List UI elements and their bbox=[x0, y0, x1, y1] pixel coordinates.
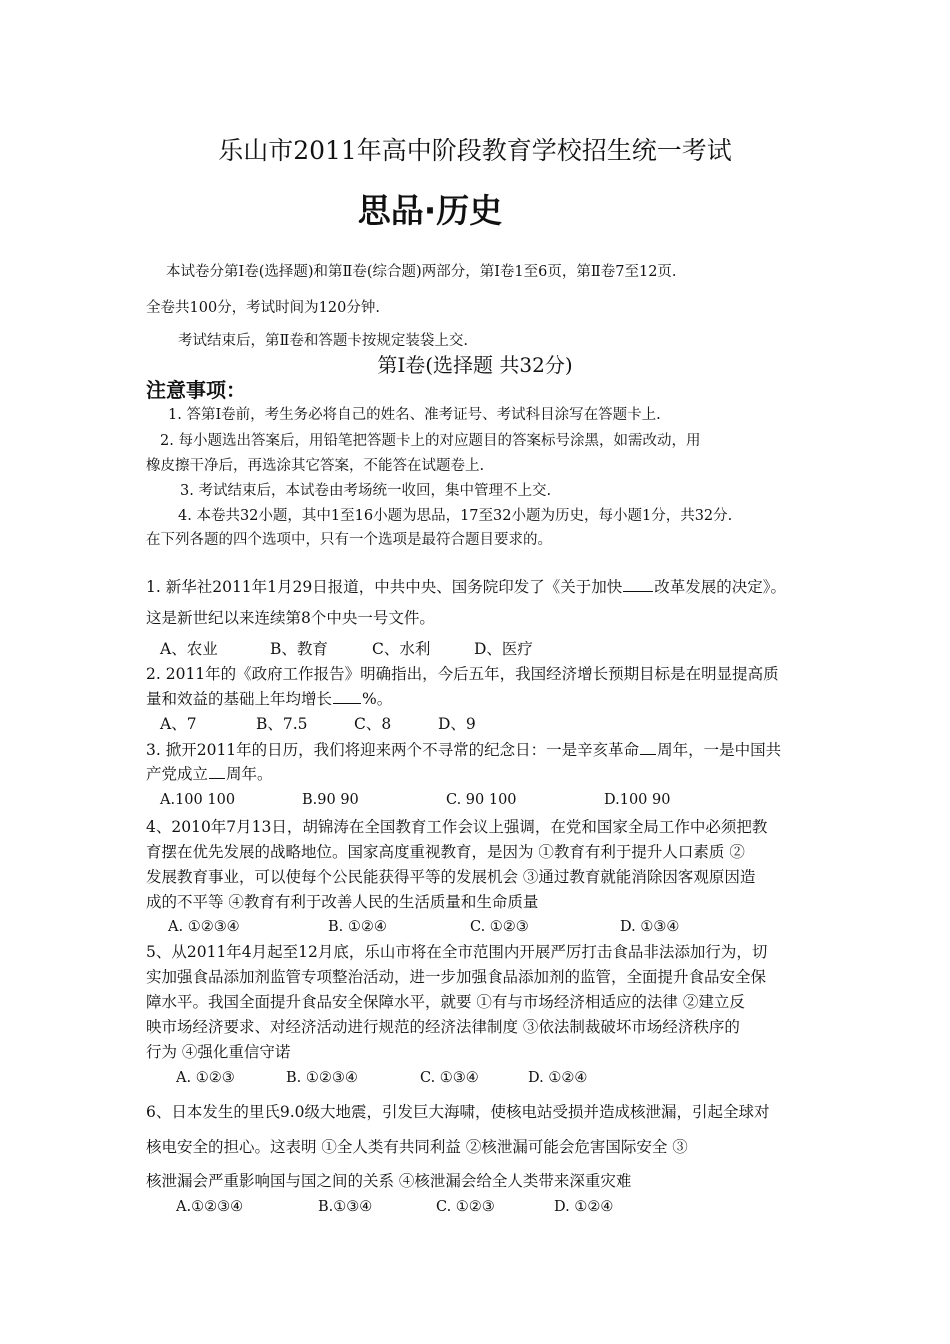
q3-stem-line-1 bbox=[146, 740, 781, 760]
q3-stem-line-2 bbox=[146, 764, 273, 784]
q2-option-b: B、7.5 bbox=[256, 715, 308, 733]
q1-stem-line-1 bbox=[146, 577, 786, 597]
q2-option-d: D、9 bbox=[438, 715, 476, 733]
q4-option-d: D. ①③④ bbox=[620, 919, 680, 935]
subject-title: 思品·历史 bbox=[357, 191, 503, 230]
q6-stem-line-1: 6、日本发生的里氏9.0级大地震，引发巨大海啸，使核电站受损并造成核泄漏，引起全球对 bbox=[146, 1103, 770, 1121]
q4-stem-line-1: 4、2010年7月13日，胡锦涛在全国教育工作会议上强调，在党和国家全局工作中必须把教 bbox=[146, 818, 768, 836]
notice-item-2a: 2. 每小题选出答案后，用铅笔把答题卡上的对应题目的答案标号涂黑，如需改动，用 bbox=[160, 433, 701, 449]
q3-stem-part-c: 产党成立 bbox=[146, 765, 209, 783]
q5-stem-line-1: 5、从2011年4月起至12月底，乐山市将在全市范围内开展严厉打击食品非法添加行为，切 bbox=[146, 943, 768, 961]
q5-stem-line-4: 映市场经济要求、对经济活动进行规范的经济法律制度 ③依法制裁破坏市场经济秩序的 bbox=[146, 1018, 740, 1036]
q4-option-a: A. ①②③④ bbox=[168, 919, 240, 935]
q1-option-d: D、医疗 bbox=[474, 640, 533, 658]
notice-item-4a: 4. 本卷共32小题，其中1至16小题为思品，17至32小题为历史，每小题1分，共32分. bbox=[178, 508, 733, 524]
q3-option-b: B.90 90 bbox=[302, 792, 359, 808]
q3-stem-part-a: 3. 掀开2011年的日历，我们将迎来两个不寻常的纪念日：一是辛亥革命 bbox=[146, 741, 640, 759]
q1-option-b: B、教育 bbox=[270, 640, 328, 658]
q4-option-b: B. ①②④ bbox=[328, 919, 387, 935]
q1-option-a: A、农业 bbox=[160, 640, 218, 658]
q3-stem-part-d: 周年。 bbox=[226, 765, 273, 783]
q6-option-b: B.①③④ bbox=[318, 1199, 373, 1215]
q6-stem-line-3: 核泄漏会严重影响国与国之间的关系 ④核泄漏会给全人类带来深重灾难 bbox=[146, 1172, 632, 1190]
q1-stem-line-2: 这是新世纪以来连续第8个中央一号文件。 bbox=[146, 609, 435, 627]
section-title: 第Ⅰ卷(选择题 共32分) bbox=[377, 353, 573, 377]
q1-stem-part-b: 改革发展的决定》。 bbox=[654, 578, 787, 596]
q6-option-c: C. ①②③ bbox=[436, 1199, 495, 1215]
notice-item-2b: 橡皮擦干净后，再选涂其它答案，不能答在试题卷上. bbox=[146, 458, 485, 474]
q5-option-c: C. ①③④ bbox=[420, 1070, 479, 1086]
q4-option-c: C. ①②③ bbox=[470, 919, 529, 935]
q3-option-c: C. 90 100 bbox=[446, 792, 517, 808]
q3-answer-blank-2 bbox=[209, 764, 225, 779]
q2-stem-line-1: 2. 2011年的《政府工作报告》明确指出，今后五年，我国经济增长预期目标是在明显提高质 bbox=[146, 665, 779, 683]
notice-item-1: 1. 答第Ⅰ卷前，考生务必将自己的姓名、准考证号、考试科目涂写在答题卡上. bbox=[168, 407, 661, 423]
notice-heading: 注意事项： bbox=[146, 378, 246, 402]
q6-option-d: D. ①②④ bbox=[554, 1199, 614, 1215]
q4-stem-line-3: 发展教育事业，可以使每个公民能获得平等的发展机会 ③通过教育就能消除因客观原因造 bbox=[146, 868, 756, 886]
q4-stem-line-4: 成的不平等 ④教育有利于改善人民的生活质量和生命质量 bbox=[146, 893, 539, 911]
q5-option-d: D. ①②④ bbox=[528, 1070, 588, 1086]
q6-option-a: A.①②③④ bbox=[176, 1199, 244, 1215]
q2-stem-line-2 bbox=[146, 689, 392, 709]
q6-stem-line-2: 核电安全的担心。这表明 ①全人类有共同利益 ②核泄漏可能会危害国际安全 ③ bbox=[146, 1138, 688, 1156]
q5-stem-line-3: 障水平。我国全面提升食品安全保障水平，就要 ①有与市场经济相适应的法律 ②建立反 bbox=[146, 993, 745, 1011]
q1-answer-blank bbox=[623, 577, 653, 592]
q3-option-a: A.100 100 bbox=[160, 792, 236, 808]
q5-stem-line-5: 行为 ④强化重信守诺 bbox=[146, 1043, 291, 1061]
q3-stem-part-b: 周年，一是中国共 bbox=[657, 741, 782, 759]
q1-stem-part-a: 1. 新华社2011年1月29日报道，中共中央、国务院印发了《关于加快 bbox=[146, 578, 623, 596]
intro-line-1: 本试卷分第Ⅰ卷(选择题)和第Ⅱ卷(综合题)两部分，第Ⅰ卷1至6页，第Ⅱ卷7至12页. bbox=[166, 264, 677, 280]
notice-item-4b: 在下列各题的四个选项中，只有一个选项是最符合题目要求的。 bbox=[146, 532, 552, 548]
q2-stem-part-c: %。 bbox=[362, 690, 393, 708]
exam-title: 乐山市2011年高中阶段教育学校招生统一考试 bbox=[218, 136, 732, 165]
q5-option-b: B. ①②③④ bbox=[286, 1070, 358, 1086]
q5-option-a: A. ①②③ bbox=[176, 1070, 235, 1086]
q2-option-a: A、7 bbox=[160, 715, 197, 733]
q1-option-c: C、水利 bbox=[372, 640, 431, 658]
q4-stem-line-2: 育摆在优先发展的战略地位。国家高度重视教育，是因为 ①教育有利于提升人口素质 ② bbox=[146, 843, 745, 861]
q2-stem-part-b: 量和效益的基础上年均增长 bbox=[146, 690, 333, 708]
q2-option-c: C、8 bbox=[354, 715, 392, 733]
q3-option-d: D.100 90 bbox=[604, 792, 671, 808]
q2-answer-blank bbox=[333, 689, 361, 704]
notice-item-3: 3. 考试结束后，本试卷由考场统一收回，集中管理不上交. bbox=[180, 483, 552, 499]
q3-answer-blank-1 bbox=[640, 740, 656, 755]
q5-stem-line-2: 实加强食品添加剂监管专项整治活动，进一步加强食品添加剂的监管，全面提升食品安全保 bbox=[146, 968, 767, 986]
intro-line-3: 考试结束后，第Ⅱ卷和答题卡按规定装袋上交. bbox=[178, 333, 468, 349]
intro-line-2: 全卷共100分，考试时间为120分钟. bbox=[146, 300, 380, 316]
